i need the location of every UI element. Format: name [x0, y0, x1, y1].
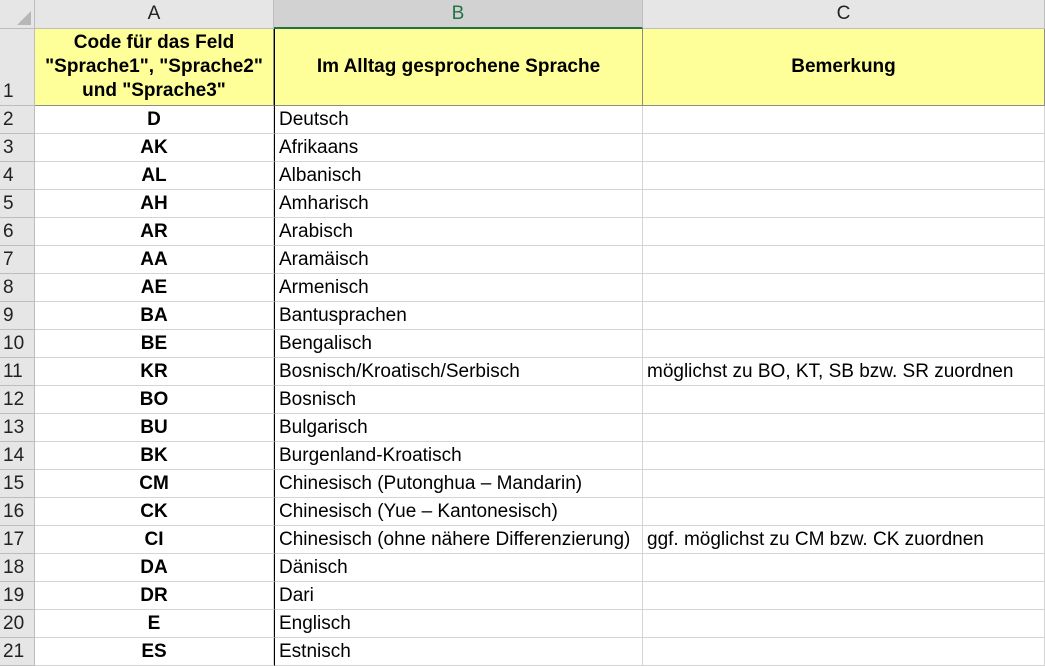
- cell-code[interactable]: BA: [35, 302, 274, 330]
- column-header-c[interactable]: C: [643, 0, 1045, 29]
- row-header[interactable]: 12: [0, 386, 35, 414]
- row-header[interactable]: 3: [0, 134, 35, 162]
- row-header[interactable]: 8: [0, 274, 35, 302]
- cell-code[interactable]: E: [35, 610, 274, 638]
- row-header[interactable]: 16: [0, 498, 35, 526]
- cell-code[interactable]: D: [35, 106, 274, 134]
- cell-language[interactable]: Amharisch: [274, 190, 643, 218]
- cell-language[interactable]: Bengalisch: [274, 330, 643, 358]
- cell-remark[interactable]: [643, 414, 1045, 442]
- row-header[interactable]: 4: [0, 162, 35, 190]
- cell-remark[interactable]: [643, 246, 1045, 274]
- cell-code[interactable]: AR: [35, 218, 274, 246]
- cell-code[interactable]: DA: [35, 554, 274, 582]
- cell-code[interactable]: BO: [35, 386, 274, 414]
- cell-code[interactable]: KR: [35, 358, 274, 386]
- cell-remark[interactable]: [643, 274, 1045, 302]
- cell-remark[interactable]: [643, 470, 1045, 498]
- cell-language[interactable]: Englisch: [274, 610, 643, 638]
- cell-language[interactable]: Dari: [274, 582, 643, 610]
- cell-language[interactable]: Dänisch: [274, 554, 643, 582]
- cell-code[interactable]: CI: [35, 526, 274, 554]
- cell-remark[interactable]: [643, 442, 1045, 470]
- cell-language[interactable]: Arabisch: [274, 218, 643, 246]
- cell-code[interactable]: CK: [35, 498, 274, 526]
- cell-language[interactable]: Bosnisch/Kroatisch/Serbisch: [274, 358, 643, 386]
- cell-language[interactable]: Bulgarisch: [274, 414, 643, 442]
- cell-code[interactable]: DR: [35, 582, 274, 610]
- column-header-b[interactable]: B: [274, 0, 643, 29]
- row-header[interactable]: 13: [0, 414, 35, 442]
- row-header[interactable]: 7: [0, 246, 35, 274]
- row-header[interactable]: 2: [0, 106, 35, 134]
- cell-code[interactable]: AH: [35, 190, 274, 218]
- header-cell-language[interactable]: Im Alltag gesprochene Sprache: [274, 29, 643, 106]
- row-header[interactable]: 14: [0, 442, 35, 470]
- cell-remark[interactable]: ggf. möglichst zu CM bzw. CK zuordnen: [643, 526, 1045, 554]
- cell-code[interactable]: BE: [35, 330, 274, 358]
- cell-remark[interactable]: [643, 386, 1045, 414]
- cell-code[interactable]: AK: [35, 134, 274, 162]
- cell-remark[interactable]: möglichst zu BO, KT, SB bzw. SR zuordnen: [643, 358, 1045, 386]
- row-header[interactable]: 15: [0, 470, 35, 498]
- cell-language[interactable]: Deutsch: [274, 106, 643, 134]
- cell-code[interactable]: CM: [35, 470, 274, 498]
- cell-remark[interactable]: [643, 610, 1045, 638]
- cell-remark[interactable]: [643, 190, 1045, 218]
- cell-language[interactable]: Estnisch: [274, 638, 643, 666]
- cell-code[interactable]: AE: [35, 274, 274, 302]
- cell-remark[interactable]: [643, 582, 1045, 610]
- row-header[interactable]: 1: [0, 29, 35, 106]
- cell-remark[interactable]: [643, 106, 1045, 134]
- cell-language[interactable]: Armenisch: [274, 274, 643, 302]
- row-header[interactable]: 17: [0, 526, 35, 554]
- cell-code[interactable]: AA: [35, 246, 274, 274]
- cell-language[interactable]: Burgenland-Kroatisch: [274, 442, 643, 470]
- cell-language[interactable]: Afrikaans: [274, 134, 643, 162]
- cell-language[interactable]: Albanisch: [274, 162, 643, 190]
- cell-remark[interactable]: [643, 162, 1045, 190]
- row-header[interactable]: 11: [0, 358, 35, 386]
- cell-remark[interactable]: [643, 134, 1045, 162]
- cell-remark[interactable]: [643, 498, 1045, 526]
- header-cell-remark[interactable]: Bemerkung: [643, 29, 1045, 106]
- row-header[interactable]: 10: [0, 330, 35, 358]
- cell-remark[interactable]: [643, 330, 1045, 358]
- cell-language[interactable]: Aramäisch: [274, 246, 643, 274]
- cell-remark[interactable]: [643, 302, 1045, 330]
- row-header[interactable]: 19: [0, 582, 35, 610]
- row-header[interactable]: 18: [0, 554, 35, 582]
- cell-language[interactable]: Bantusprachen: [274, 302, 643, 330]
- row-header[interactable]: 21: [0, 638, 35, 666]
- cell-code[interactable]: AL: [35, 162, 274, 190]
- cell-remark[interactable]: [643, 554, 1045, 582]
- cell-language[interactable]: Chinesisch (Yue – Kantonesisch): [274, 498, 643, 526]
- cell-code[interactable]: BK: [35, 442, 274, 470]
- column-header-a[interactable]: A: [35, 0, 274, 29]
- row-header[interactable]: 5: [0, 190, 35, 218]
- cell-code[interactable]: BU: [35, 414, 274, 442]
- cell-language[interactable]: Bosnisch: [274, 386, 643, 414]
- row-header[interactable]: 6: [0, 218, 35, 246]
- row-header[interactable]: 20: [0, 610, 35, 638]
- cell-remark[interactable]: [643, 638, 1045, 666]
- row-header[interactable]: 9: [0, 302, 35, 330]
- cell-code[interactable]: ES: [35, 638, 274, 666]
- cell-remark[interactable]: [643, 218, 1045, 246]
- header-cell-code[interactable]: Code für das Feld "Sprache1", "Sprache2" und "Sprache3": [35, 29, 274, 106]
- select-all-triangle-icon: [17, 11, 31, 25]
- select-all-corner[interactable]: [0, 0, 35, 29]
- cell-language[interactable]: Chinesisch (ohne nähere Differenzierung): [274, 526, 643, 554]
- cell-language[interactable]: Chinesisch (Putonghua – Mandarin): [274, 470, 643, 498]
